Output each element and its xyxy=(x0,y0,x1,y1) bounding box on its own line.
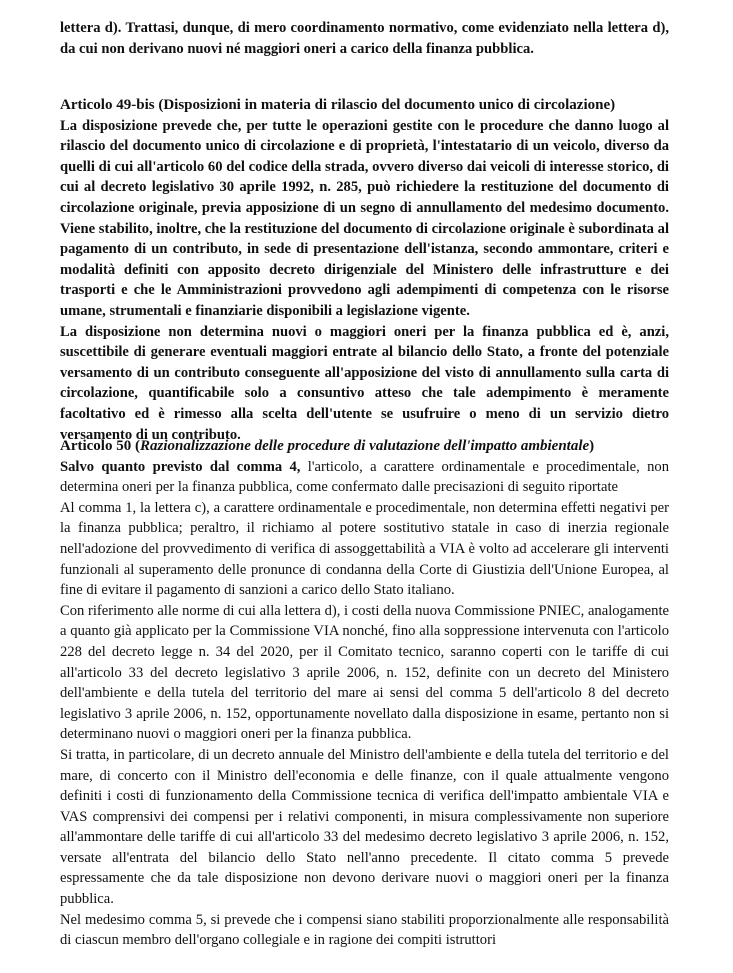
article-50-paragraph-2: Al comma 1, la lettera c), a carattere ordinamentale e procedimentale, non determina effetti negativi per la finanza pubblica; peraltro, il richiamo al potere sostitutivo statale in caso di inerzia regionale nell'adozione del provvedimento di verifica di assoggettabilità a VIA è volto ad accelerare gli interventi funzionali al superamento delle pronunce di condanna della Corte di Giustizia dell'Unione Europea, al fine di evitare il pagamento di sanzioni a carico dello Stato italiano. xyxy=(60,499,669,599)
article-50-title-prefix: Articolo 50 ( xyxy=(60,438,140,454)
article-50-title xyxy=(60,436,669,457)
article-50-lead: Salvo quanto previsto dal comma 4, xyxy=(60,458,301,475)
article-50-paragraph-5: Nel medesimo comma 5, si prevede che i compensi siano stabiliti proporzionalmente alle responsabilità di ciascun membro dell'organo collegiale e in ragione dei compiti istruttori xyxy=(60,911,669,949)
article-49-bis-section xyxy=(60,95,669,445)
article-49-bis-paragraph-2: La disposizione non determina nuovi o maggiori oneri per la finanza pubblica ed è, anzi, suscettibile di generare eventuali maggiori entrate al bilancio dello Stato, a fronte del potenziale versamento di un contributo conseguente all'apposizione del visto di annullamento sulla carta di circolazione, quantificabile solo a consuntivo atteso che tale adempimento è meramente facoltativo ed è rimesso alla scelta dell'utente se usufruire o meno di un servizio dietro versamento di un contributo. xyxy=(60,323,669,443)
article-50-title-italic: Razionalizzazione delle procedure di valutazione dell'impatto ambientale xyxy=(139,438,590,454)
article-50-paragraph-3: Con riferimento alle norme di cui alla lettera d), i costi della nuova Commissione PNIEC, analogamente a quanto già applicato per la Commissione VIA nonché, fino alla soppressione intervenuta con l'articolo 228 del decreto legge n. 34 del 2020, per il Comitato tecnico, saranno coperti con le tariffe di cui all'articolo 33 del decreto legislativo 3 aprile 2006, n. 152, definite con un decreto del Ministero dell'ambiente e della tutela del territorio del mare ai sensi del comma 5 dell'articolo 8 del decreto legislativo 3 aprile 2006, n. 152, opportunamente novellato dalla disposizione in esame, pertanto non si determinano nuovi o maggiori oneri per la finanza pubblica. xyxy=(60,602,669,743)
article-49-bis-paragraph-1: La disposizione prevede che, per tutte le operazioni gestite con le procedure che danno luogo al rilascio del documento unico di circolazione e di proprietà, l'intestatario di un veicolo, diverso da quelli di cui all'articolo 60 del codice della strada, ovvero diverso dai veicoli di interesse storico, di cui al decreto legislativo 30 aprile 1992, n. 285, può richiedere la restituzione del documento di circolazione originale, previa apposizione di un segno di annullamento del medesimo documento. Viene stabilito, inoltre, che la restituzione del documento di circolazione originale è subordinata al pagamento di un contributo, in sede di presentazione dell'istanza, secondo ammontare, criteri e modalità definiti con apposito decreto dirigenziale del Ministero delle infrastrutture e dei trasporti e che le Amministrazioni provvedono agli adempimenti di competenza con le risorse umane, strumentali e finanziarie disponibili a legislazione vigente. xyxy=(60,117,669,319)
article-50-section xyxy=(60,436,669,951)
article-49-bis-title: Articolo 49-bis (Disposizioni in materia di rilascio del documento unico di circolazione) xyxy=(60,97,616,113)
article-50-paragraph-4: Si tratta, in particolare, di un decreto annuale del Ministro dell'ambiente e della tutela del territorio e del mare, di concerto con il Ministro dell'economia e delle finanze, con il quale attualmente vengono definiti i costi di funzionamento della Commissione tecnica di verifica dell'impatto ambientale VIA e VAS comprensivi dei compensi per i relativi componenti, in misura complessivamente non superiore all'ammontare delle tariffe di cui all'articolo 33 del medesimo decreto legislativo 3 aprile 2006, n. 152, versate all'entrata del bilancio dello Stato nell'anno precedente. Il citato comma 5 prevede espressamente che da tale disposizione non devono derivare nuovi o maggiori oneri per la finanza pubblica. xyxy=(60,746,669,908)
article-50-title-suffix: ) xyxy=(589,438,595,454)
article-50-paragraph-1 xyxy=(60,457,669,498)
article-50-paragraph-1-rest: l'articolo, a carattere ordinamentale e procedimentale, non determina oneri per la finanza pubblica, come confermato dalle precisazioni di seguito riportate xyxy=(60,458,669,496)
intro-paragraph: lettera d). Trattasi, dunque, di mero coordinamento normativo, come evidenziato nella lettera d), da cui non derivano nuovi né maggiori oneri a carico della finanza pubblica. xyxy=(60,20,669,57)
